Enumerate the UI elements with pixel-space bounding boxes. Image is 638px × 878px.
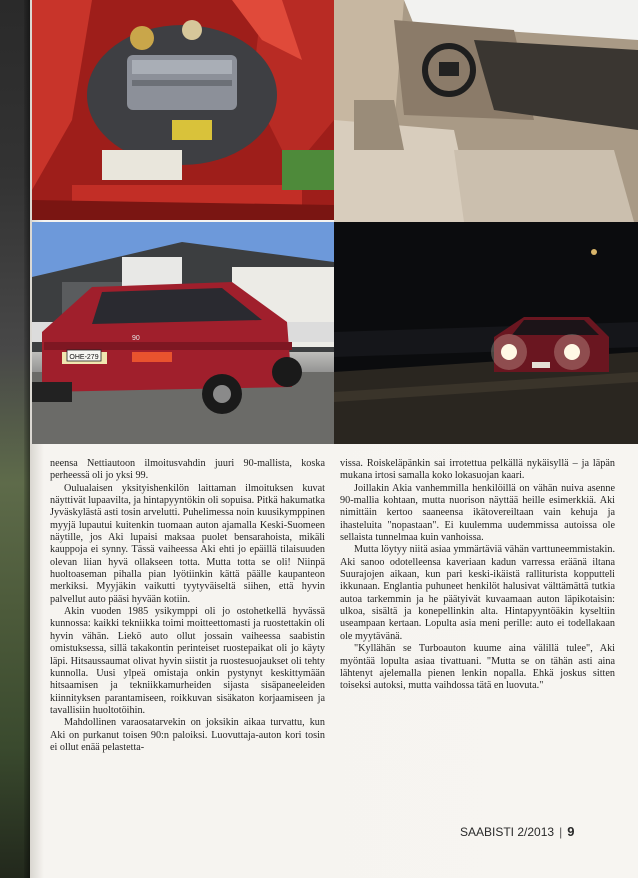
photo-interior bbox=[334, 0, 638, 222]
model-badge: 90 bbox=[132, 335, 140, 342]
page-footer bbox=[460, 824, 600, 839]
paragraph: neensa Nettiautoon ilmoitusvahdin juuri 90-mallista, koska perheessä oli jo yksi 99. bbox=[50, 458, 325, 482]
car-house-illustration bbox=[32, 222, 334, 444]
article-column-right bbox=[340, 458, 615, 693]
paragraph: Akin vuoden 1985 ysikymppi oli jo ostohetkellä hyvässä kunnossa: kaikki tekniikka toimi moitteettomasti ja ruostettakin oli hyvin vähän. Liekö auto ollut jossain vaiheessa saabistin omistuksessa, sillä takakontin perinteiset ruostepaikat oli jo käyty läpi. Hitsaussaumat olivat hyvin siistit ja ruostesuojaukset oli tehty kunnolla. Uusi ylpeä omistaja onkin pystynyt keskittymään hitsaamisen ja tekniikkamurheiden sijasta sisäpaneeleiden kiinnityksen parantamiseen, roikkuvan sisäkaton korjaamiseen ja tavallisiin huoltotöihin. bbox=[50, 606, 325, 716]
page-number: 9 bbox=[567, 824, 575, 839]
photo-car-at-house bbox=[32, 222, 334, 444]
article-column-left bbox=[50, 458, 325, 754]
license-plate: OHE-279 bbox=[69, 354, 99, 361]
night-illustration bbox=[334, 222, 638, 444]
footer-divider: | bbox=[559, 825, 563, 839]
engine-bay-illustration bbox=[32, 0, 334, 220]
paragraph: Mutta löytyy niitä asiaa ymmärtäviä vähän varttuneemmistakin. Aki sanoo odotelleensa kaveriaan kadun varressa eräänä iltana Suurajojen aikaan, kun pari keski-ikäistä ralliturista kopputteli ikkunaan. Englantia puhuneet henkilöt halusivat välttämättä tutkia autoa tarkemmin ja he päätyivät kuvaamaan auton läpikotaisin: ulkoa, sisältä ja konepellinkin alta. Hintapyyntöäkin kyseltiin useampaan kertaan. Lopulta asia meni perille: auto ei todellakaan ole myytävänä. bbox=[340, 544, 615, 642]
photo-engine-bay bbox=[32, 0, 334, 220]
magazine-issue: SAABISTI 2/2013 bbox=[460, 825, 555, 839]
paragraph: Joillakin Akia vanhemmilla henkilöillä on vähän nuiva asenne 90-mallia kohtaan, mutta nuorison näyttää heille esimerkkiä. Aki nimittäin kertoo saaneensa ikätovereiltaan vain kehuja ja ihasteluita "nopastaan". Ei kuulemma uudemmissa autoissa ole sellaista tunnelmaa kuin vanhoissa. bbox=[340, 482, 615, 544]
paragraph: Mahdollinen varaosatarvekin on joksikin aikaa turvattu, kun Aki on purkanut toisen 90:n paloiksi. Luovuttaja-auton kori tosin ei ollut enää pelastetta- bbox=[50, 717, 325, 753]
interior-illustration bbox=[334, 0, 638, 222]
paragraph: Oulualaisen yksityishenkilön laittaman ilmoituksen kuvat näyttivät lupaavilta, ja hintapyyntökin oli sopuisa. Pitkä hakumatka Jyväskylästä asti tosin arvelutti. Puhelimessa noin kuusikymppinen myyjä lupautui kuitenkin tuomaan auton ajamalla Keski-Suomeen näytille, jos Aki lupaisi maksaa puolet bensarahoista, mikäli kauppoja ei synny. Tässä vaiheessa Aki ehti jo epäillä tilaisuuden olevan liian hyvä ollakseen totta. Mutta totta se oli! Niinpä huoltoaseman pihalla pian lyötiinkin kättä päälle kaupanteon merkiksi. Myyjäkin vaikutti tyytyväiseltä siihen, että hyvin palvellut auto pääsi hyvään kotiin. bbox=[50, 482, 325, 605]
paragraph: "Kyllähän se Turboauton kuume aina välillä tulee", Aki myöntää lopulta asiaa tivattuani. "Mutta se on tähän asti aina lähtenyt ajelemalla pienen lenkin nopalla. Ehkä joskus sitten toiseksi autoksi, mutta vaihdossa tätä en luovuta." bbox=[340, 643, 615, 692]
photo-night-drive bbox=[334, 222, 638, 444]
paragraph: vissa. Roiskeläpänkin sai irrotettua pelkällä nykäisyllä – ja läpän mukana irtosi samalla koko lokasuojan kaari. bbox=[340, 458, 615, 482]
page-spine bbox=[0, 0, 30, 878]
